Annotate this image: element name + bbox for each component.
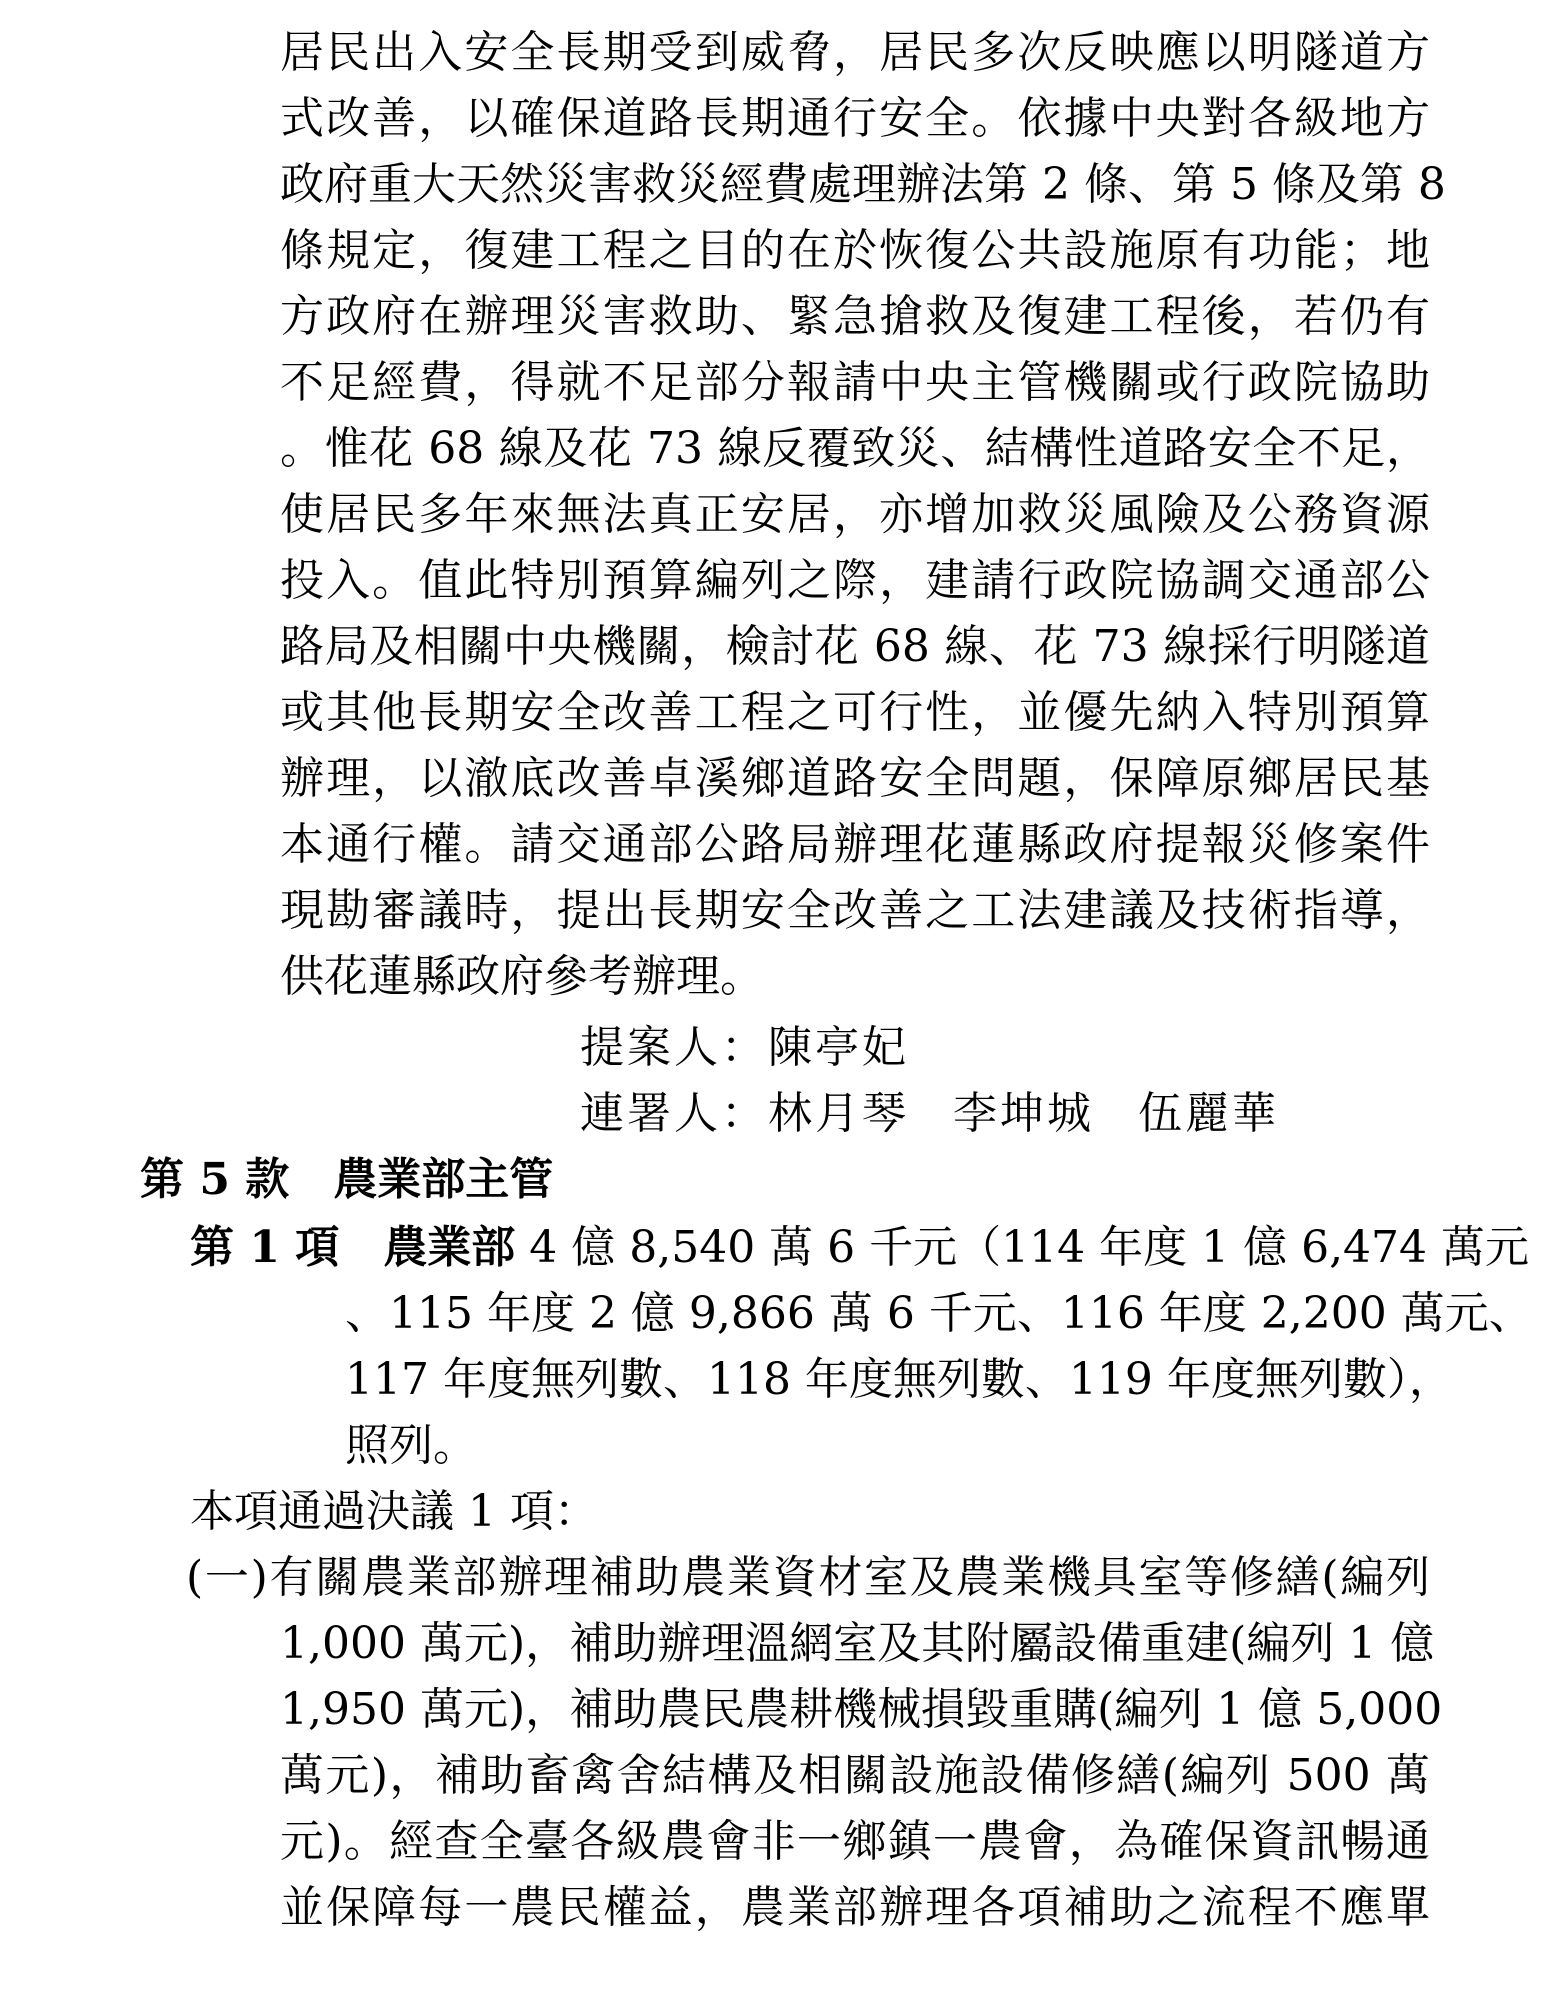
proposal-line: 居民出入安全長期受到威脅，居民多次反映應以明隧道方 bbox=[280, 27, 1430, 78]
section-title: 農業部主管 bbox=[333, 1154, 554, 1205]
proposal-line: 不足經費，得就不足部分報請中央主管機關或行政院協助 bbox=[280, 357, 1430, 408]
item-continuation: 、115 年度 2 億 9,866 萬 6 千元、116 年度 2,200 萬元、 bbox=[345, 1288, 1533, 1339]
proposal-line: 方政府在辦理災害救助、緊急搶救及復建工程後，若仍有 bbox=[280, 291, 1430, 342]
item-continuation: 117 年度無列數、118 年度無列數、119 年度無列數）， bbox=[345, 1354, 1453, 1405]
proposal-line: 現勘審議時，提出長期安全改善之工法建議及技術指導， bbox=[280, 885, 1430, 936]
item-amount: 4 億 8,540 萬 6 千元（114 年度 1 億 6,474 萬元 bbox=[529, 1222, 1530, 1273]
cosigner-name: 李坤城 bbox=[953, 1088, 1094, 1139]
resolution-intro: 本項通過決議 1 項： bbox=[190, 1486, 598, 1537]
proposal-line: 投入。值此特別預算編列之際，建請行政院協調交通部公 bbox=[280, 555, 1430, 606]
proposal-line: 政府重大天然災害救災經費處理辦法第 2 條、第 5 條及第 8 bbox=[280, 159, 1446, 210]
resolution-continuation: 並保障每一農民權益，農業部辦理各項補助之流程不應單 bbox=[280, 1882, 1430, 1933]
resolution-continuation: 萬元)，補助畜禽舍結構及相關設施設備修繕(編列 500 萬 bbox=[280, 1750, 1430, 1801]
proposal-line: 式改善，以確保道路長期通行安全。依據中央對各級地方 bbox=[280, 93, 1430, 144]
cosigner-name: 林月琴 bbox=[768, 1088, 909, 1139]
resolution-line: (一)有關農業部辦理補助農業資材室及農業機具室等修繕(編列 bbox=[186, 1552, 1430, 1603]
cosigner-line bbox=[580, 1081, 1279, 1147]
proposal-line: 或其他長期安全改善工程之可行性，並優先納入特別預算 bbox=[280, 687, 1430, 738]
proposal-line: 使居民多年來無法真正安居，亦增加救災風險及公務資源 bbox=[280, 489, 1430, 540]
resolution-continuation: 元)。經查全臺各級農會非一鄉鎮一農會，為確保資訊暢通 bbox=[280, 1816, 1430, 1867]
item-agency: 農業部 bbox=[383, 1222, 516, 1273]
item-number: 第 1 項 bbox=[190, 1222, 340, 1273]
proposer-name: 陳亭妃 bbox=[768, 1022, 909, 1073]
resolution-continuation: 1,950 萬元)，補助農民農耕機械損毀重購(編列 1 億 5,000 bbox=[280, 1684, 1443, 1735]
resolution-continuation: 1,000 萬元)，補助辦理溫網室及其附屬設備重建(編列 1 億 bbox=[280, 1618, 1435, 1669]
section-number: 第 5 款 bbox=[140, 1154, 290, 1205]
item-continuation: 照列。 bbox=[345, 1420, 477, 1471]
proposal-line: 辦理，以澈底改善卓溪鄉道路安全問題，保障原鄉居民基 bbox=[280, 753, 1430, 804]
proposal-line: 本通行權。請交通部公路局辦理花蓮縣政府提報災修案件 bbox=[280, 819, 1430, 870]
item-line bbox=[190, 1215, 1530, 1281]
cosigner-label: 連署人： bbox=[580, 1088, 768, 1139]
proposal-line: 路局及相關中央機關，檢討花 68 線、花 73 線採行明隧道 bbox=[280, 621, 1430, 672]
proposer-line bbox=[580, 1015, 909, 1081]
proposer-label: 提案人： bbox=[580, 1022, 768, 1073]
proposal-line: 供花蓮縣政府參考辦理。 bbox=[280, 951, 764, 1002]
section-heading bbox=[140, 1147, 553, 1213]
proposal-line: 條規定，復建工程之目的在於恢復公共設施原有功能；地 bbox=[280, 225, 1430, 276]
proposal-line: 。惟花 68 線及花 73 線反覆致災、結構性道路安全不足， bbox=[280, 423, 1430, 474]
cosigner-name: 伍麗華 bbox=[1138, 1088, 1279, 1139]
